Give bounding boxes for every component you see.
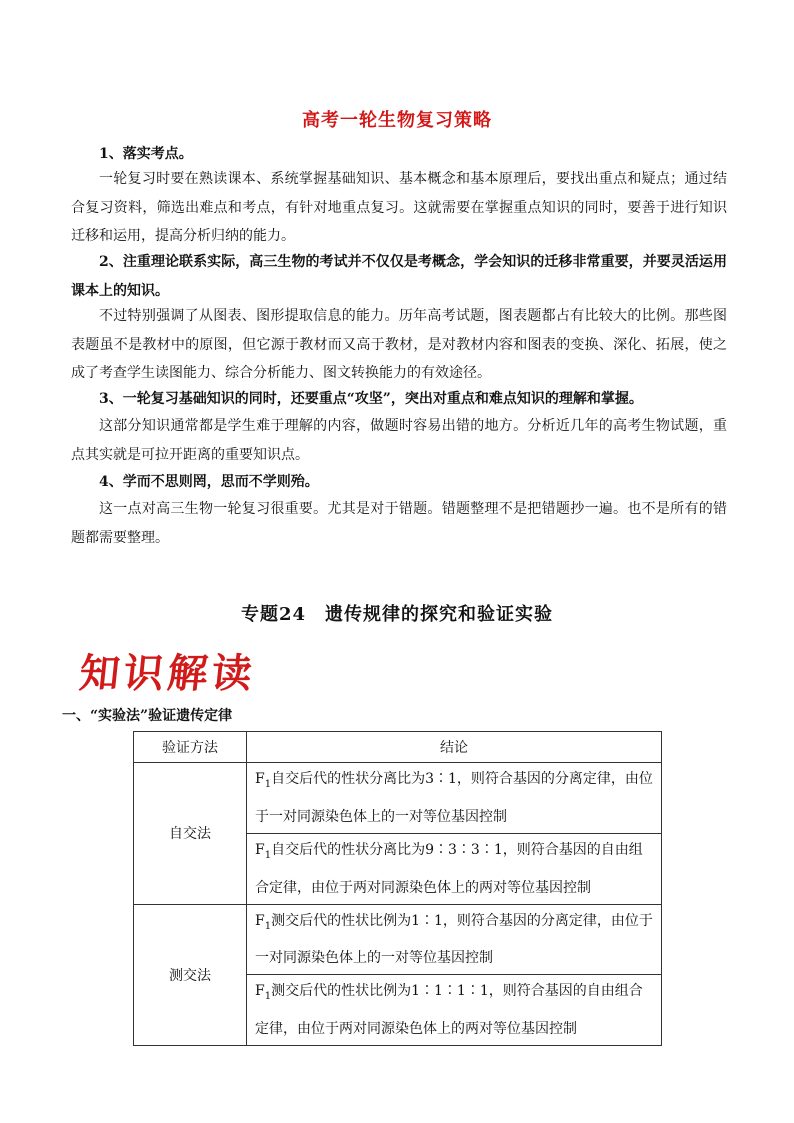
page-title: 高考一轮生物复习策略 [302,110,492,131]
f1-label: F [255,983,265,1000]
verification-table [133,731,662,1046]
f1-label: F [255,841,265,858]
method-testcross: 测交法 [134,904,247,1046]
header-method: 验证方法 [134,732,247,763]
header-conclusion: 结论 [247,732,662,763]
strategy-2-heading: 2、注重理论联系实际，高三生物的考试并不仅仅是考概念，学会知识的迁移非常重要，并要灵活运用课本上的知识。 [71,254,727,299]
strategy-3-heading: 3、一轮复习基础知识的同时，还要重点“攻坚”，突出对重点和难点知识的理解和掌握。 [99,391,643,407]
strategy-1-body: 一轮复习时要在熟读课本、系统掌握基础知识、基本概念和基本原理后，要找出重点和疑点；通过结合复习资料，筛选出难点和考点，有针对地重点复习。这就需要在掌握重点知识的同时，要善于进行知识迁移和运用，提高分析归纳的能力。 [71,171,727,244]
conclusion-text: 自交后代的性状分离比为3∶1，则符合基因的分离定律，由位于一对同源染色体上的一对等位基因控制 [255,771,653,825]
f1-subscript: 1 [264,778,272,790]
f1-subscript: 1 [264,849,272,861]
f1-subscript: 1 [264,991,272,1003]
strategy-1-heading: 1、落实考点。 [99,146,193,162]
strategy-2-body: 不过特别强调了从图表、图形提取信息的能力。历年高考试题，图表题都占有比较大的比例。那些图表题虽不是教材中的原图，但它源于教材而又高于教材，是对教材内容和图表的变换、深化、拓展，使之成了考查学生读图能力、综合分析能力、图文转换能力的有效途径。 [71,308,727,381]
table-header-row [134,732,662,763]
method-selfing: 自交法 [134,763,247,905]
f1-label: F [255,912,265,929]
conclusion-cell [247,833,662,904]
f1-subscript: 1 [264,920,272,932]
table-row [134,763,662,834]
conclusion-text: 测交后代的性状比例为1∶1∶1∶1，则符合基因的自由组合定律，由位于两对同源染色体上的两对等位基因控制 [255,983,643,1038]
conclusion-cell [247,763,662,834]
conclusion-text: 测交后代的性状比例为1∶1，则符合基因的分离定律，由位于一对同源染色体上的一对等位基因控制 [255,912,653,967]
strategy-3-body: 这部分知识通常都是学生难于理解的内容，做题时容易出错的地方。分析近几年的高考生物试题，重点其实就是可拉开距离的重要知识点。 [71,418,727,463]
table-row [134,904,662,975]
strategy-4-body: 这一点对高三生物一轮复习很重要。尤其是对于错题。错题整理不是把错题抄一遍。也不是所有的错题都需要整理。 [71,501,727,546]
conclusion-cell [247,975,662,1046]
conclusion-cell [247,904,662,975]
subsection-heading: 一、“实验法”验证遗传定律 [62,708,233,724]
conclusion-text: 自交后代的性状分离比为9∶3∶3∶1，则符合基因的自由组合定律，由位于两对同源染色体上的两对等位基因控制 [255,841,643,896]
f1-label: F [255,771,265,787]
knowledge-banner: 知识解读 [77,651,259,697]
section-title: 专题24 遗传规律的探究和验证实验 [240,604,554,625]
strategy-4-heading: 4、学而不思则罔，思而不学则殆。 [99,474,319,490]
